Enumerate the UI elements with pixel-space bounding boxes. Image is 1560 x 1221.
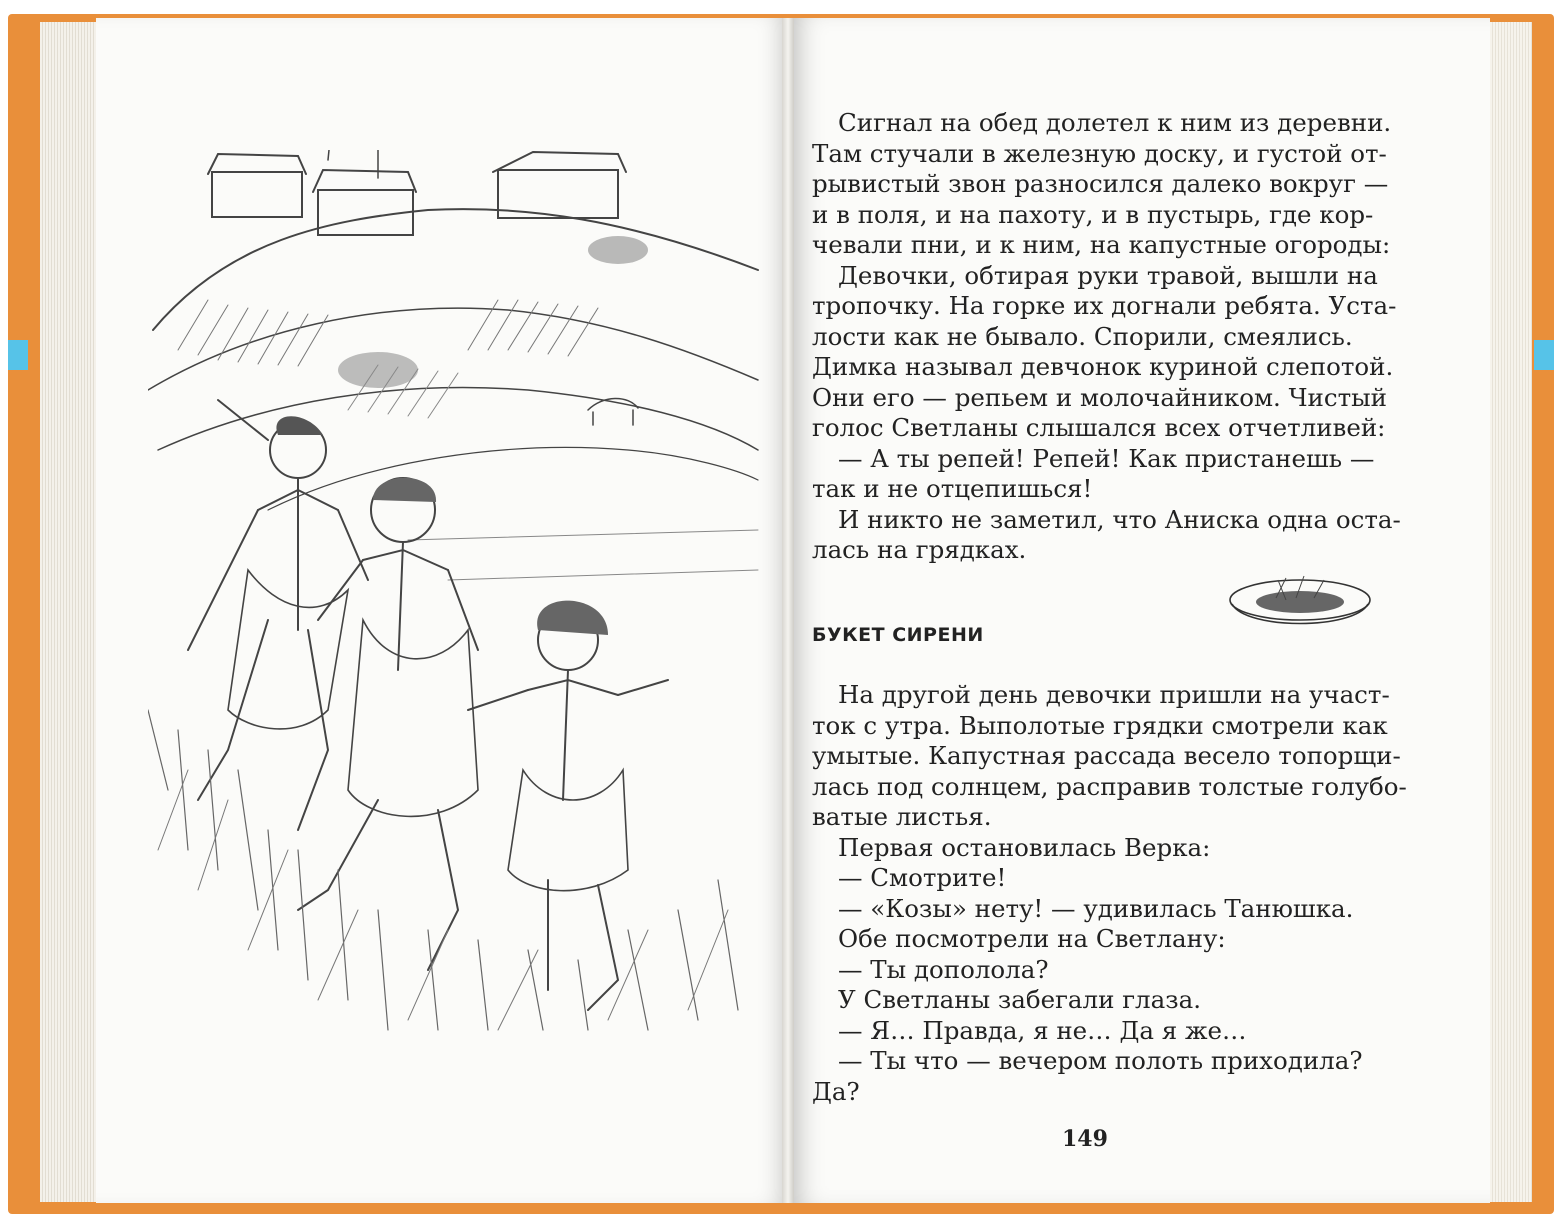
text-line: рывистый звон разносился далеко вокруг — — [812, 169, 1389, 198]
text-line: На другой день девочки пришли на участ- — [838, 680, 1390, 709]
text-line: Да? — [812, 1076, 860, 1106]
text-line: Димка называл девчонок куриной слепотой. — [812, 352, 1394, 381]
text-line: — «Козы» нету! — удивилась Танюшка. — [838, 893, 1354, 923]
text-line: — Ты что — вечером полоть приходила? — [838, 1046, 1363, 1075]
text-line: Обе посмотрели на Светлану: — [838, 924, 1226, 953]
cover-stripe-left — [8, 340, 28, 370]
right-page-text — [812, 108, 1401, 566]
chapter-heading: БУКЕТ СИРЕНИ — [812, 624, 984, 646]
text-line: ток с утра. Выполотые грядки смотрели как — [812, 710, 1388, 740]
text-line: Там стучали в железную доску, и густой от- — [812, 138, 1387, 168]
chapter-text — [812, 680, 1407, 1107]
text-line: — Смотрите! — [838, 863, 1007, 892]
text-line: — Я… Правда, я не… Да я же… — [838, 1015, 1247, 1045]
text-line: лась под солнцем, расправив толстые голубо- — [812, 771, 1407, 801]
text-line: Девочки, обтирая руки травой, вышли на — [838, 260, 1378, 290]
bowl-vignette — [1226, 570, 1374, 644]
text-line: Первая остановилась Верка: — [838, 832, 1211, 862]
book-gutter — [782, 18, 794, 1203]
cover-stripe-right — [1534, 340, 1554, 370]
page-number: 149 — [1062, 1126, 1108, 1152]
illustration-children-running — [148, 150, 768, 1040]
text-line: Они его — репьем и молочайником. Чистый — [812, 382, 1387, 412]
text-line: лости как не бывало. Спорили, смеялись. — [812, 321, 1353, 351]
text-line: чевали пни, и к ним, на капустные огороды: — [812, 230, 1391, 259]
text-line: ватые листья. — [812, 802, 992, 831]
text-line: У Светланы забегали глаза. — [838, 985, 1201, 1014]
text-line: так и не отцепишься! — [812, 474, 1093, 503]
text-line: и в поля, и на пахоту, и в пустырь, где кор- — [812, 199, 1374, 229]
text-line: — Ты дополола? — [838, 954, 1049, 984]
text-line: лась на грядках. — [812, 535, 1027, 564]
text-line: — А ты репей! Репей! Как пристанешь — — [838, 443, 1375, 473]
text-line: умытые. Капустная рассада весело топорщи- — [812, 741, 1401, 770]
text-line: И никто не заметил, что Аниска одна оста- — [838, 504, 1401, 534]
text-line: тропочку. На горке их догнали ребята. Уста- — [812, 291, 1397, 320]
text-line: голос Светланы слышался всех отчетливей: — [812, 413, 1386, 442]
text-line: Сигнал на обед долетел к ним из деревни. — [838, 108, 1392, 137]
